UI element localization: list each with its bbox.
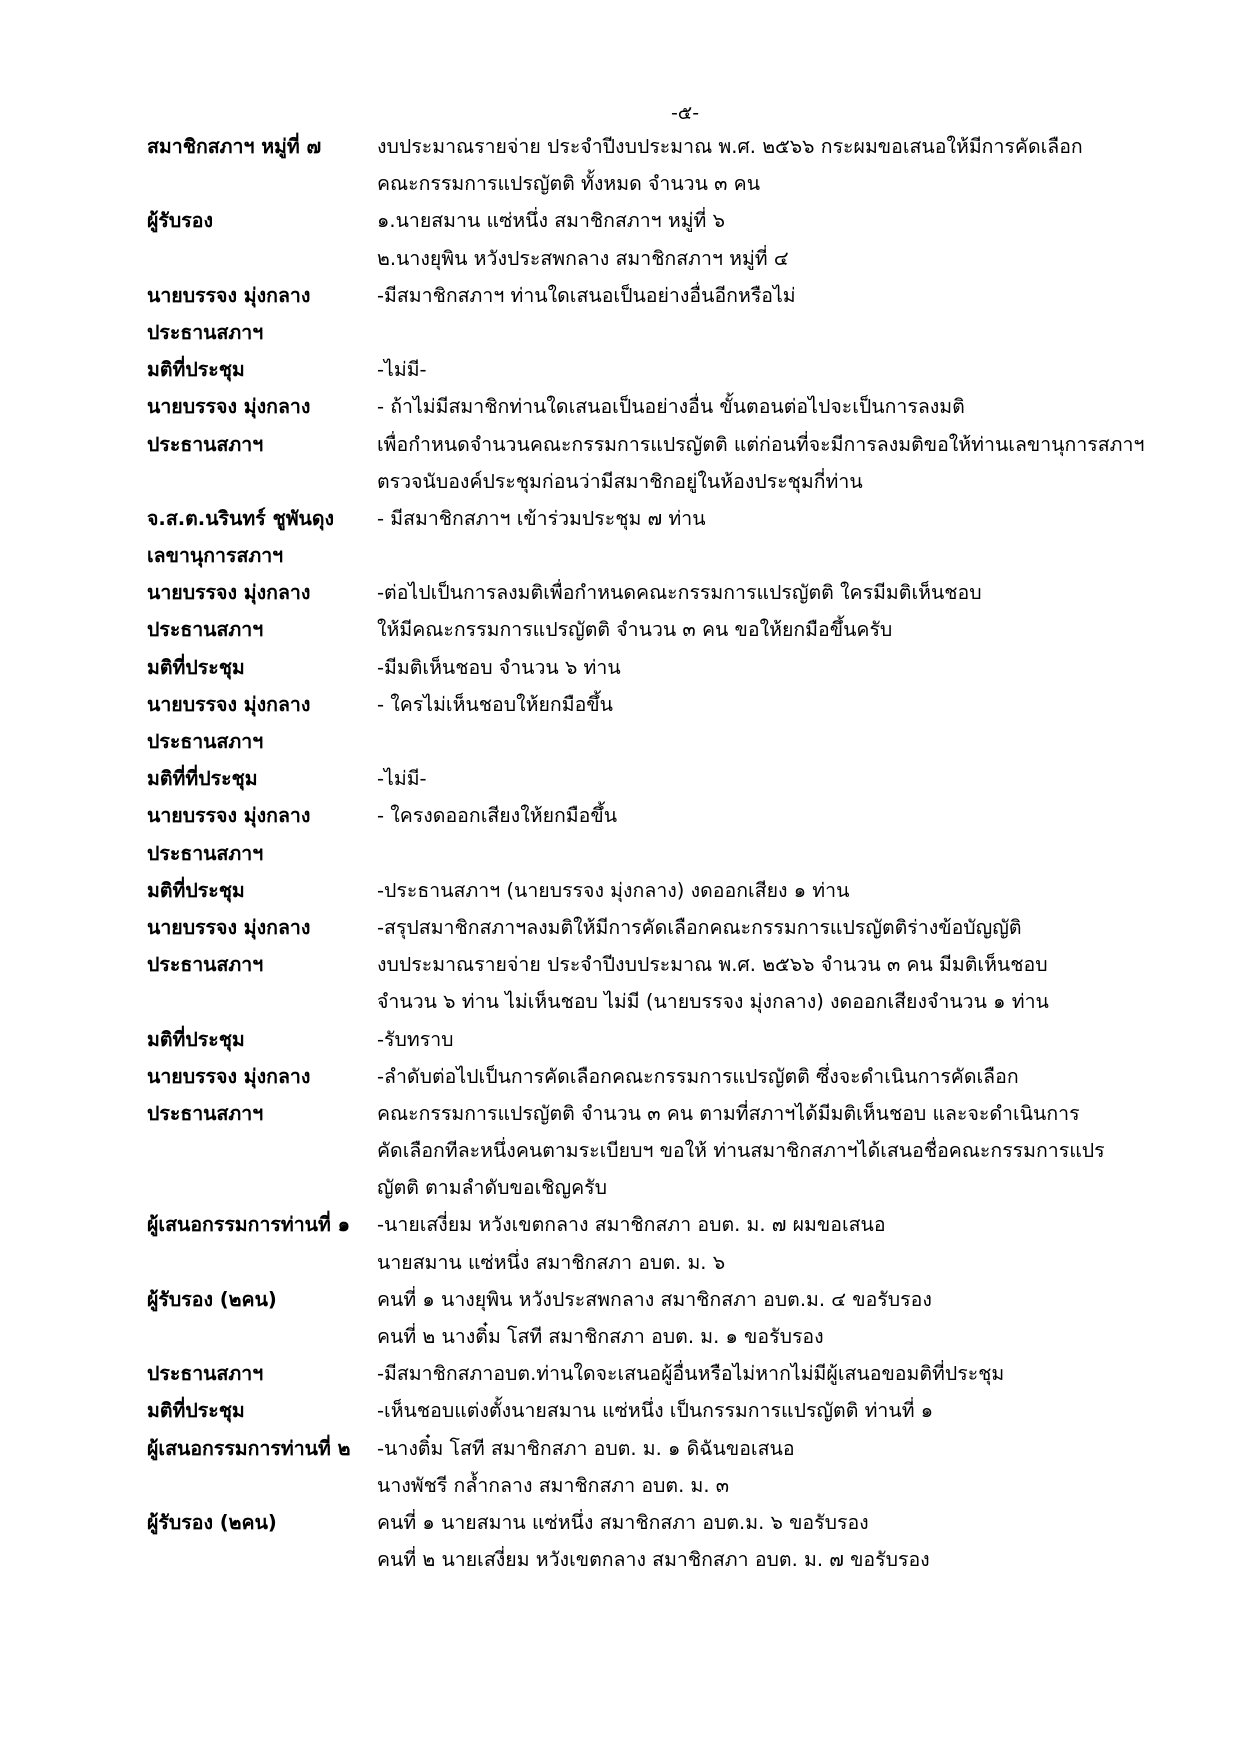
minutes-line <box>147 165 1207 202</box>
minutes-line <box>147 1281 1207 1318</box>
minutes-line <box>147 426 1207 463</box>
speaker-label: เลขานุการสภาฯ <box>147 544 284 568</box>
speaker-label: นายบรรจง มุ่งกลาง <box>147 915 311 939</box>
minutes-line <box>147 128 1207 165</box>
minutes-line <box>147 1132 1207 1169</box>
statement-text: ให้มีคณะกรรมการแปรญัตติ จำนวน ๓ คน ขอให้ยกมือขึ้นครับ <box>377 618 893 642</box>
minutes-line <box>147 797 1207 834</box>
statement-text: คณะกรรมการแปรญัตติ ทั้งหมด จำนวน ๓ คน <box>377 172 761 196</box>
statement-text: งบประมาณรายจ่าย ประจำปีงบประมาณ พ.ศ. ๒๕๖๖ จำนวน ๓ คน มีมติเห็นชอบ <box>377 953 1048 977</box>
meeting-minutes <box>147 128 1207 1578</box>
minutes-line <box>147 611 1207 648</box>
statement-text: ๒.นางยุพิน หวังประสพกลาง สมาชิกสภาฯ หมู่ที่ ๔ <box>377 246 789 270</box>
statement-text: งบประมาณรายจ่าย ประจำปีงบประมาณ พ.ศ. ๒๕๖๖ กระผมขอเสนอให้มีการคัดเลือก <box>377 135 1083 158</box>
minutes-line <box>147 983 1207 1020</box>
speaker-label: มติที่ประชุม <box>147 358 245 382</box>
speaker-label: ประธานสภาฯ <box>147 730 264 753</box>
minutes-line <box>147 1355 1207 1392</box>
speaker-label: ผู้เสนอกรรมการท่านที่ ๑ <box>147 1213 351 1237</box>
speaker-label: ผู้รับรอง (๒คน) <box>147 1287 277 1311</box>
statement-text: ตรวจนับองค์ประชุมก่อนว่ามีสมาชิกอยู่ในห้องประชุมกี่ท่าน <box>377 469 863 493</box>
minutes-line <box>147 835 1207 872</box>
statement-text: เพื่อกำหนดจำนวนคณะกรรมการแปรญัตติ แต่ก่อนที่จะมีการลงมติขอให้ท่านเลขานุการสภาฯ <box>377 432 1145 456</box>
minutes-line <box>147 1392 1207 1429</box>
statement-text: จำนวน ๖ ท่าน ไม่เห็นชอบ ไม่มี (นายบรรจง มุ่งกลาง) งดออกเสียงจำนวน ๑ ท่าน <box>377 990 1049 1014</box>
statement-text: -เห็นชอบแต่งตั้งนายสมาน แซ่หนึ่ง เป็นกรรมการแปรญัตติ ท่านที่ ๑ <box>377 1399 934 1423</box>
minutes-line <box>147 388 1207 425</box>
speaker-label: ประธานสภาฯ <box>147 432 264 456</box>
minutes-line <box>147 1318 1207 1355</box>
minutes-line <box>147 537 1207 574</box>
minutes-line <box>147 946 1207 983</box>
minutes-line <box>147 240 1207 277</box>
statement-text: - มีสมาชิกสภาฯ เข้าร่วมประชุม ๗ ท่าน <box>377 506 706 530</box>
speaker-label: มติที่ที่ประชุม <box>147 767 258 791</box>
statement-text: นายสมาน แซ่หนึ่ง สมาชิกสภา อบต. ม. ๖ <box>377 1250 726 1274</box>
minutes-line <box>147 574 1207 611</box>
minutes-line <box>147 1430 1207 1467</box>
statement-text: -ไม่มี- <box>377 767 427 791</box>
statement-text: -มีสมาชิกสภาฯ ท่านใดเสนอเป็นอย่างอื่นอีกหรือไม่ <box>377 283 796 307</box>
speaker-label: ประธานสภาฯ <box>147 618 264 642</box>
minutes-line <box>147 1095 1207 1132</box>
statement-text: - ใครงดออกเสียงให้ยกมือขึ้น <box>377 804 618 828</box>
statement-text: -นายเสงี่ยม หวังเขตกลาง สมาชิกสภา อบต. ม. ๗ ผมขอเสนอ <box>377 1213 886 1237</box>
speaker-label: ประธานสภาฯ <box>147 1362 264 1386</box>
speaker-label: นายบรรจง มุ่งกลาง <box>147 1064 311 1088</box>
statement-text: คณะกรรมการแปรญัตติ จำนวน ๓ คน ตามที่สภาฯได้มีมติเห็นชอบ และจะดำเนินการ <box>377 1101 1080 1125</box>
speaker-label: สมาชิกสภาฯ หมู่ที่ ๗ <box>147 135 322 158</box>
minutes-line <box>147 872 1207 909</box>
minutes-line <box>147 277 1207 314</box>
statement-text: -ไม่มี- <box>377 358 427 382</box>
speaker-label: มติที่ประชุม <box>147 1027 245 1051</box>
minutes-line <box>147 723 1207 760</box>
minutes-line <box>147 1206 1207 1243</box>
statement-text: -รับทราบ <box>377 1027 454 1051</box>
statement-text: คนที่ ๒ นายเสงี่ยม หวังเขตกลาง สมาชิกสภา อบต. ม. ๗ ขอรับรอง <box>377 1548 930 1572</box>
statement-text: นางพัชรี กล้ำกลาง สมาชิกสภา อบต. ม. ๓ <box>377 1473 730 1497</box>
minutes-line <box>147 202 1207 239</box>
speaker-label: นายบรรจง มุ่งกลาง <box>147 804 311 828</box>
speaker-label: มติที่ประชุม <box>147 878 245 902</box>
minutes-line <box>147 1244 1207 1281</box>
speaker-label: มติที่ประชุม <box>147 1399 245 1423</box>
speaker-label: มติที่ประชุม <box>147 655 245 679</box>
speaker-label: ประธานสภาฯ <box>147 953 264 977</box>
minutes-line <box>147 1467 1207 1504</box>
speaker-label: ประธานสภาฯ <box>147 320 264 344</box>
speaker-label: นายบรรจง มุ่งกลาง <box>147 692 311 716</box>
speaker-label: ผู้รับรอง <box>147 209 213 233</box>
minutes-line <box>147 760 1207 797</box>
statement-text: คนที่ ๑ นางยุพิน หวังประสพกลาง สมาชิกสภา อบต.ม. ๔ ขอรับรอง <box>377 1287 932 1311</box>
speaker-label: ผู้เสนอกรรมการท่านที่ ๒ <box>147 1436 351 1460</box>
minutes-line <box>147 463 1207 500</box>
statement-text: -มีมติเห็นชอบ จำนวน ๖ ท่าน <box>377 655 621 679</box>
speaker-label: จ.ส.ต.นรินทร์ ชูพันดุง <box>147 506 335 530</box>
minutes-line <box>147 1021 1207 1058</box>
minutes-line <box>147 1541 1207 1578</box>
minutes-line <box>147 314 1207 351</box>
statement-text: -ประธานสภาฯ (นายบรรจง มุ่งกลาง) งดออกเสียง ๑ ท่าน <box>377 878 850 902</box>
statement-text: - ใครไม่เห็นชอบให้ยกมือขึ้น <box>377 692 613 716</box>
minutes-line <box>147 1058 1207 1095</box>
minutes-line <box>147 909 1207 946</box>
statement-text: ญัตติ ตามลำดับขอเชิญครับ <box>377 1176 608 1200</box>
speaker-label: นายบรรจง มุ่งกลาง <box>147 283 311 307</box>
page-number: -๕- <box>670 102 700 124</box>
speaker-label: ประธานสภาฯ <box>147 1101 264 1125</box>
statement-text: คนที่ ๒ นางติ๋ม โสที สมาชิกสภา อบต. ม. ๑ ขอรับรอง <box>377 1325 824 1348</box>
minutes-line <box>147 1504 1207 1541</box>
speaker-label: นายบรรจง มุ่งกลาง <box>147 581 311 605</box>
statement-text: -ลำดับต่อไปเป็นการคัดเลือกคณะกรรมการแปรญัตติ ซึ่งจะดำเนินการคัดเลือก <box>377 1064 1019 1088</box>
speaker-label: นายบรรจง มุ่งกลาง <box>147 395 311 419</box>
statement-text: -มีสมาชิกสภาอบต.ท่านใดจะเสนอผู้อื่นหรือไม่หากไม่มีผู้เสนอขอมติที่ประชุม <box>377 1362 1005 1386</box>
minutes-line <box>147 351 1207 388</box>
minutes-line <box>147 500 1207 537</box>
minutes-line <box>147 649 1207 686</box>
statement-text: คัดเลือกทีละหนึ่งคนตามระเบียบฯ ขอให้ ท่านสมาชิกสภาฯได้เสนอชื่อคณะกรรมการแปร <box>377 1139 1105 1163</box>
minutes-line <box>147 686 1207 723</box>
minutes-line <box>147 1169 1207 1206</box>
speaker-label: ผู้รับรอง (๒คน) <box>147 1510 277 1534</box>
statement-text: คนที่ ๑ นายสมาน แซ่หนึ่ง สมาชิกสภา อบต.ม. ๖ ขอรับรอง <box>377 1510 869 1534</box>
statement-text: - ถ้าไม่มีสมาชิกท่านใดเสนอเป็นอย่างอื่น ขั้นตอนต่อไปจะเป็นการลงมติ <box>377 395 965 419</box>
statement-text: ๑.นายสมาน แซ่หนึ่ง สมาชิกสภาฯ หมู่ที่ ๖ <box>377 209 725 233</box>
statement-text: -นางติ๋ม โสที สมาชิกสภา อบต. ม. ๑ ดิฉันขอเสนอ <box>377 1436 795 1460</box>
speaker-label: ประธานสภาฯ <box>147 841 264 865</box>
statement-text: -สรุปสมาชิกสภาฯลงมติให้มีการคัดเลือกคณะกรรมการแปรญัตติร่างข้อบัญญัติ <box>377 915 1022 939</box>
statement-text: -ต่อไปเป็นการลงมติเพื่อกำหนดคณะกรรมการแปรญัตติ ใครมีมติเห็นชอบ <box>377 581 982 605</box>
